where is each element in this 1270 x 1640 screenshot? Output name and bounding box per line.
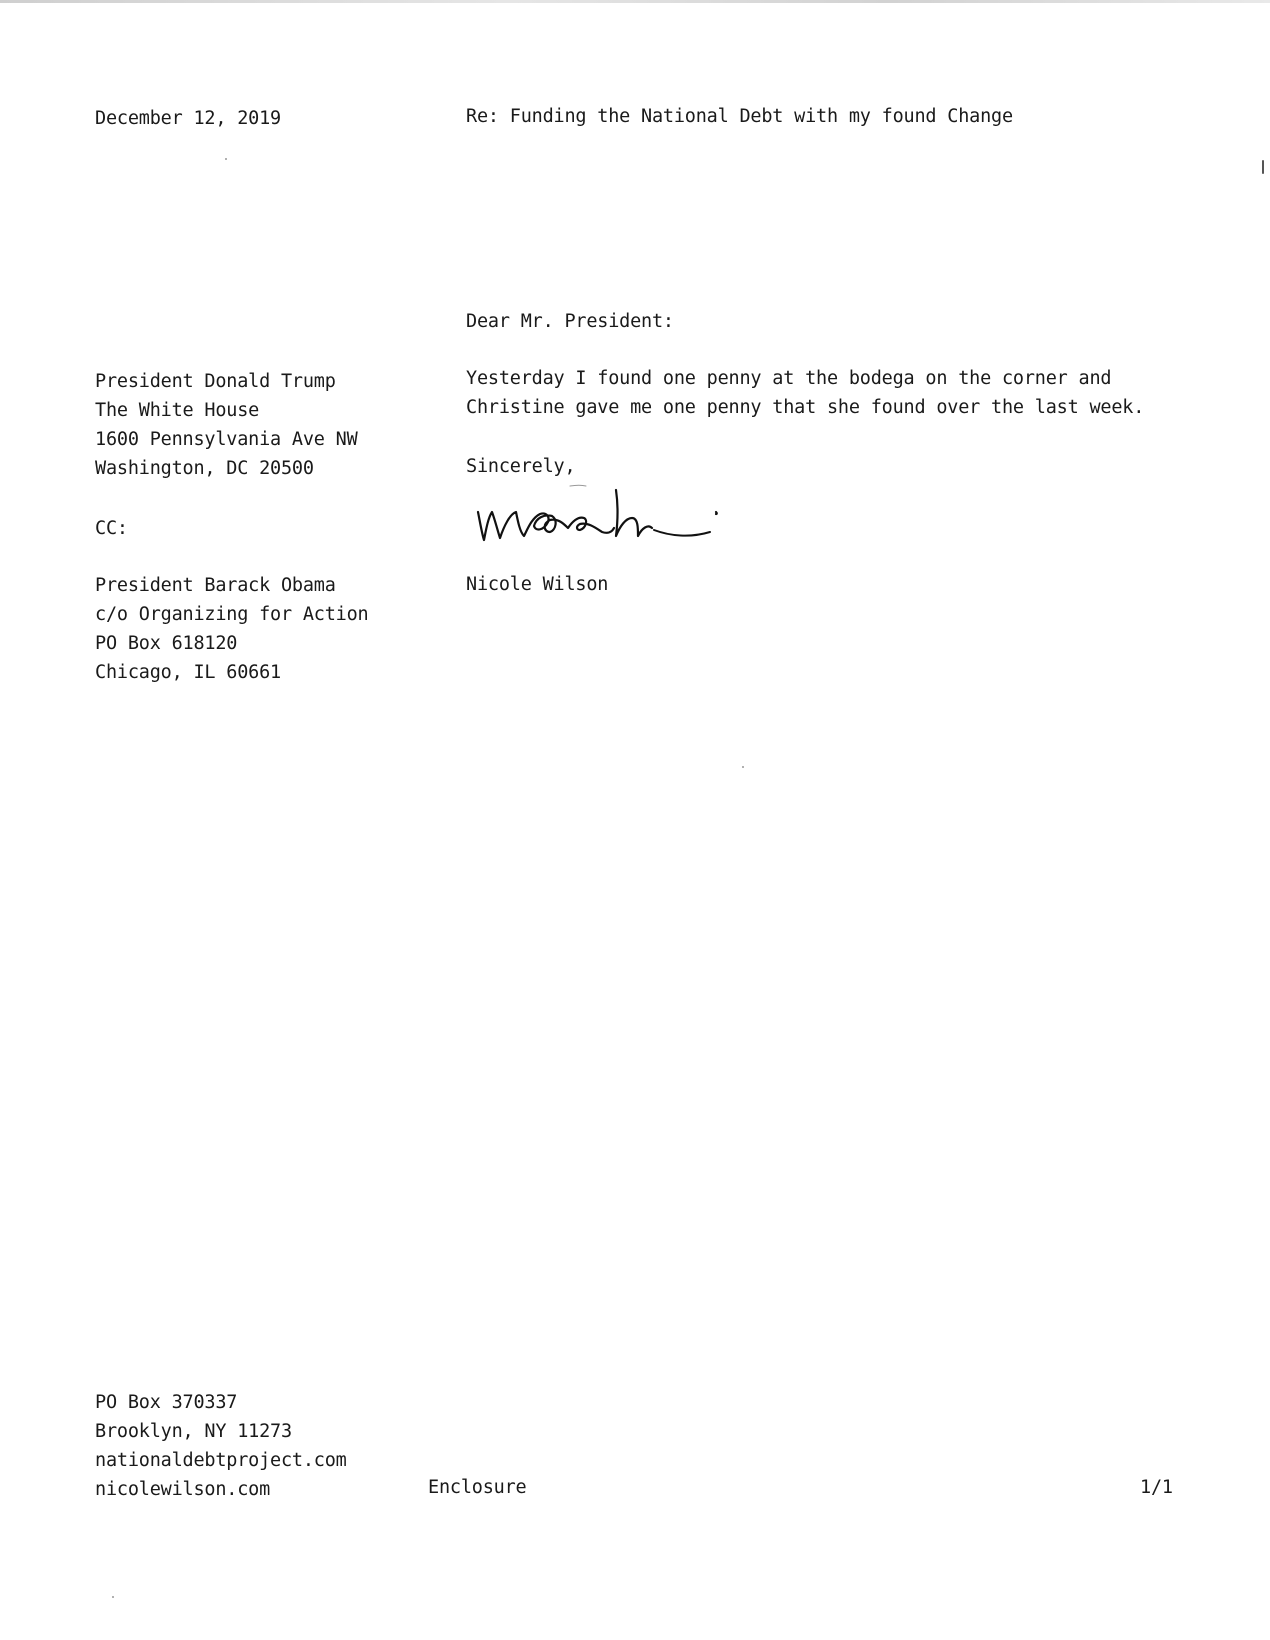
cc-recipient-line: President Barack Obama — [95, 575, 336, 596]
cc-recipient-address — [95, 571, 368, 687]
sender-line: Brooklyn, NY 11273 — [95, 1421, 292, 1442]
sender-address — [95, 1388, 347, 1504]
cc-recipient-line: PO Box 618120 — [95, 633, 238, 654]
signer-name — [466, 570, 608, 599]
subject-line — [466, 102, 1013, 131]
signer-name-text: Nicole Wilson — [466, 574, 609, 595]
sender-line: PO Box 370337 — [95, 1392, 238, 1413]
cc-label — [95, 514, 128, 543]
sender-line: nationaldebtproject.com — [95, 1450, 347, 1471]
page-number-text: 1/1 — [1140, 1477, 1173, 1498]
signature-graphic — [470, 482, 760, 557]
scan-speck — [1262, 160, 1264, 174]
date-text: December 12, 2019 — [95, 108, 281, 129]
cc-recipient-line: Chicago, IL 60661 — [95, 662, 281, 683]
cc-label-text: CC: — [95, 518, 128, 539]
sender-line: nicolewilson.com — [95, 1479, 271, 1500]
scan-edge — [0, 0, 1270, 3]
cc-recipient-line: c/o Organizing for Action — [95, 604, 369, 625]
recipient-line: Washington, DC 20500 — [95, 458, 314, 479]
enclosure-text: Enclosure — [428, 1477, 527, 1498]
recipient-line: President Donald Trump — [95, 371, 336, 392]
letter-body — [466, 364, 1144, 422]
handwritten-signature — [470, 482, 760, 562]
scan-speck — [742, 766, 744, 768]
recipient-line: The White House — [95, 400, 260, 421]
body-line: Christine gave me one penny that she found over the last week. — [466, 397, 1145, 418]
subject-text: Re: Funding the National Debt with my found Change — [466, 106, 1013, 127]
closing-text: Sincerely, — [466, 456, 576, 477]
recipient-address — [95, 367, 358, 483]
salutation — [466, 307, 674, 336]
letter-date — [95, 104, 281, 133]
closing — [466, 452, 575, 481]
body-line: Yesterday I found one penny at the bodega on the corner and — [466, 368, 1112, 389]
page-number — [1140, 1473, 1173, 1502]
enclosure-note — [428, 1473, 526, 1502]
scan-speck — [225, 158, 227, 160]
salutation-text: Dear Mr. President: — [466, 311, 674, 332]
recipient-line: 1600 Pennsylvania Ave NW — [95, 429, 358, 450]
scan-speck — [112, 1596, 114, 1598]
